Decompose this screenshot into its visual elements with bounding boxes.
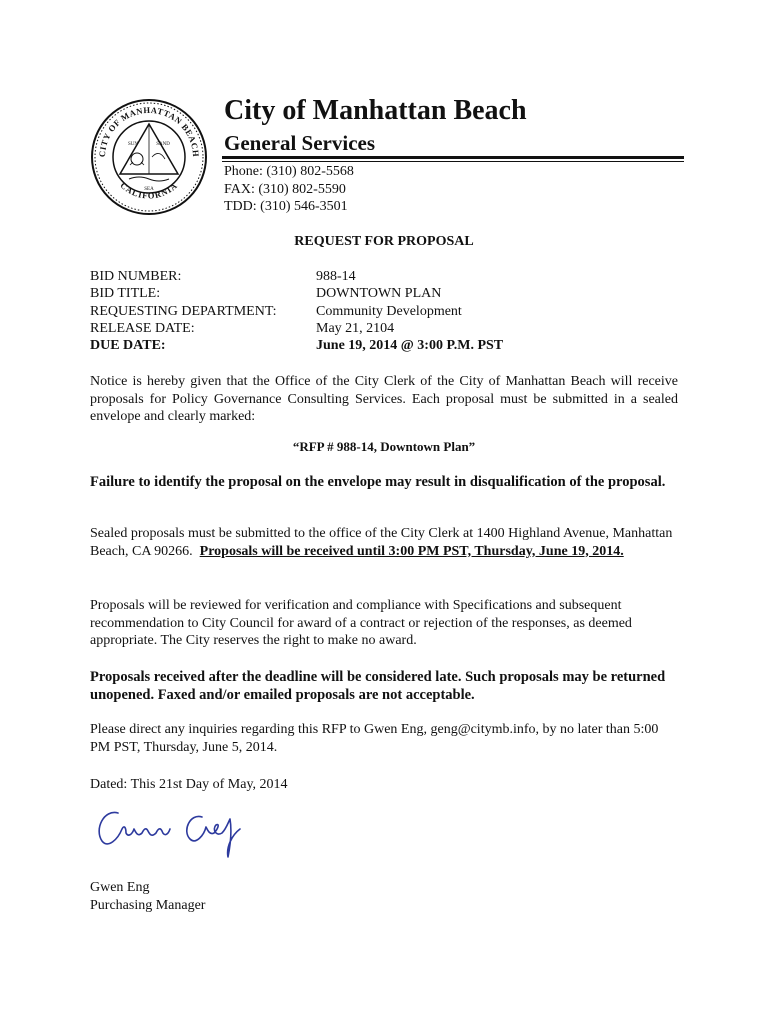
signer-title: Purchasing Manager (90, 898, 206, 913)
signer-name: Gwen Eng (90, 880, 150, 895)
release-date-value: May 21, 2104 (316, 320, 395, 336)
due-date-label: DUE DATE: (90, 338, 166, 354)
department-name: General Services (224, 131, 376, 155)
rfp-envelope-label: “RFP # 988-14, Downtown Plan” (292, 439, 476, 454)
header-rule-thick (222, 156, 684, 159)
seal-bottom-text: CALIFORNIA (118, 180, 180, 201)
submission-paragraph (90, 525, 678, 560)
dated-line: Dated: This 21st Day of May, 2014 (90, 777, 288, 792)
contact-info (224, 163, 354, 216)
seal-sea-text: SEA (144, 187, 154, 192)
bid-number-value: 988-14 (316, 269, 356, 284)
bid-title-label: BID TITLE: (90, 286, 161, 302)
review-paragraph: Proposals will be reviewed for verification and compliance with Specifications and subsequent recommendation to City Council for award of a contract or rejection of the responses, as deemed appropriate. The City reserves the right to make no award. (90, 598, 632, 648)
city-name: City of Manhattan Beach (224, 95, 527, 126)
bid-title-value: DOWNTOWN PLAN (316, 286, 442, 302)
bid-number-label: BID NUMBER: (90, 269, 182, 284)
handwritten-signature (90, 795, 260, 865)
seal-sun-text: SUN (127, 142, 139, 147)
seal-top-text: CITY OF MANHATTAN BEACH (96, 104, 202, 158)
submission-deadline: Proposals will be received until 3:00 PM PST, Thursday, June 19, 2014. (199, 543, 624, 559)
submission-text: Sealed proposals must be submitted to the office of the City Clerk at 1400 Highland Avenue, Manhattan Beach, CA 90266. (90, 526, 673, 559)
late-warning: Proposals received after the deadline will be considered late. Such proposals may be returned unopened. Faxed and/or emailed proposals are not acceptable. (90, 669, 666, 703)
phone-number: Phone: (310) 802-5568 (224, 164, 354, 179)
due-date-value: June 19, 2014 @ 3:00 P.M. PST (316, 338, 504, 354)
notice-paragraph: Notice is hereby given that the Office of the City Clerk of the City of Manhattan Beach will receive proposals for Policy Governance Consulting Services. Each proposal must be submitted in a sealed envelope and clearly marked: (90, 374, 678, 424)
requesting-department-label: REQUESTING DEPARTMENT: (90, 303, 277, 319)
document-heading: REQUEST FOR PROPOSAL (294, 234, 474, 249)
release-date-label: RELEASE DATE: (90, 320, 195, 336)
failure-warning: Failure to identify the proposal on the envelope may result in disqualification of the proposal. (90, 474, 666, 490)
fax-number: FAX: (310) 802-5590 (224, 181, 346, 197)
seal-sand-text: SAND (156, 142, 170, 147)
header-rule-thin (222, 161, 684, 162)
signer-block (90, 879, 205, 915)
city-seal-icon (89, 97, 209, 217)
tdd-number: TDD: (310) 546-3501 (224, 199, 348, 214)
inquiries-paragraph: Please direct any inquiries regarding this RFP to Gwen Eng, geng@citymb.info, by no later than 5:00 PM PST, Thursday, June 5, 2014. (90, 722, 659, 755)
requesting-department-value: Community Development (316, 303, 462, 319)
